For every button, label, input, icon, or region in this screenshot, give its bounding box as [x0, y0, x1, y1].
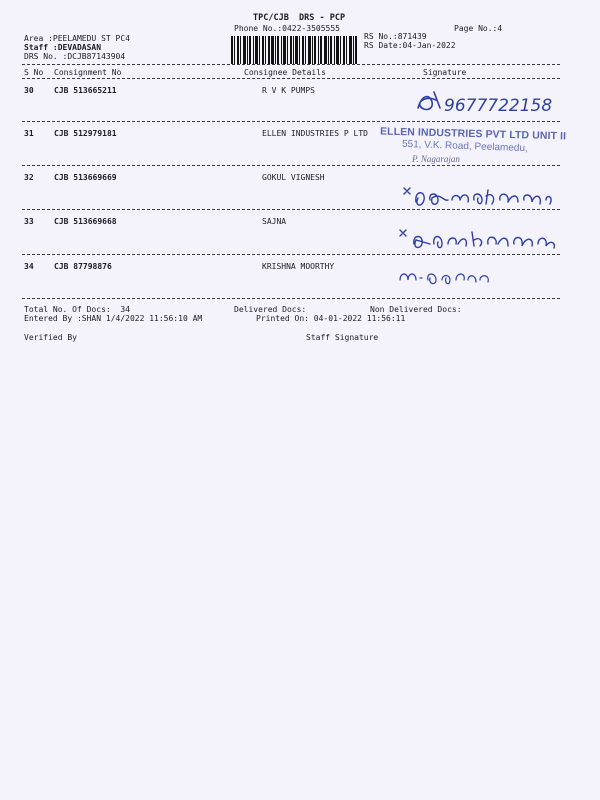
staff-signature: Staff Signature — [306, 333, 379, 342]
rs-number: RS No.:871439 — [364, 32, 427, 41]
phone-number: Phone No.:0422-3505555 — [234, 24, 340, 33]
header-divider-bottom — [22, 78, 560, 79]
row-sno: 31 — [24, 129, 34, 138]
header-divider-top — [22, 64, 560, 65]
row-sno: 34 — [24, 262, 34, 271]
non-delivered-docs: Non Delivered Docs: — [370, 305, 462, 314]
row-divider — [22, 121, 560, 122]
stamp-address: 551, V.K. Road, Peelamedu, — [401, 138, 528, 155]
drs-number: DRS No. :DCJB87143904 — [24, 52, 126, 61]
printed-on: Printed On: 04-01-2022 11:56:11 — [256, 314, 406, 323]
column-sno: S No — [24, 68, 44, 77]
column-consignment: Consignment No — [54, 68, 122, 77]
row-consignee: KRISHNA MOORTHY — [262, 262, 335, 271]
rs-date: RS Date:04-Jan-2022 — [364, 41, 456, 50]
verified-by: Verified By — [24, 333, 77, 342]
area-label: Area :PEELAMEDU ST PC4 — [24, 34, 130, 43]
signature-row-33 — [396, 222, 566, 256]
row-consignment: CJB 512979181 — [54, 129, 117, 138]
signature-row-30 — [410, 86, 570, 120]
row-sno: 30 — [24, 86, 34, 95]
stamp-company-name: ELLEN INDUSTRIES PVT LTD UNIT II — [379, 125, 567, 143]
delivered-docs: Delivered Docs: — [234, 305, 307, 314]
signature-phone-text: 9677722158 — [444, 96, 553, 116]
barcode — [231, 36, 357, 64]
document-title: TPC/CJB DRS - PCP — [253, 13, 346, 23]
row-consignment: CJB 513665211 — [54, 86, 117, 95]
row-divider — [22, 298, 560, 299]
column-consignee: Consignee Details — [244, 68, 326, 77]
row-divider — [22, 254, 560, 255]
stamp-signatory: P. Nagarajan — [412, 154, 460, 164]
row-consignee: SAJNA — [262, 217, 287, 226]
total-docs: Total No. Of Docs: 34 — [24, 305, 130, 314]
row-sno: 33 — [24, 217, 34, 226]
staff-label: Staff :DEVADASAN — [24, 43, 102, 52]
row-consignment: CJB 513669668 — [54, 217, 117, 226]
row-consignee: ELLEN INDUSTRIES P LTD — [262, 129, 368, 138]
page-number: Page No.:4 — [454, 24, 503, 33]
row-consignee: R V K PUMPS — [262, 86, 315, 95]
row-sno: 32 — [24, 173, 34, 182]
entered-by: Entered By :SHAN 1/4/2022 11:56:10 AM — [24, 314, 203, 323]
signature-row-34 — [396, 264, 496, 288]
company-stamp — [374, 125, 586, 182]
column-signature: Signature — [423, 68, 467, 77]
row-consignment: CJB 87798876 — [54, 262, 112, 271]
row-divider — [22, 209, 560, 210]
row-consignment: CJB 513669669 — [54, 173, 117, 182]
row-consignee: GOKUL VIGNESH — [262, 173, 325, 182]
